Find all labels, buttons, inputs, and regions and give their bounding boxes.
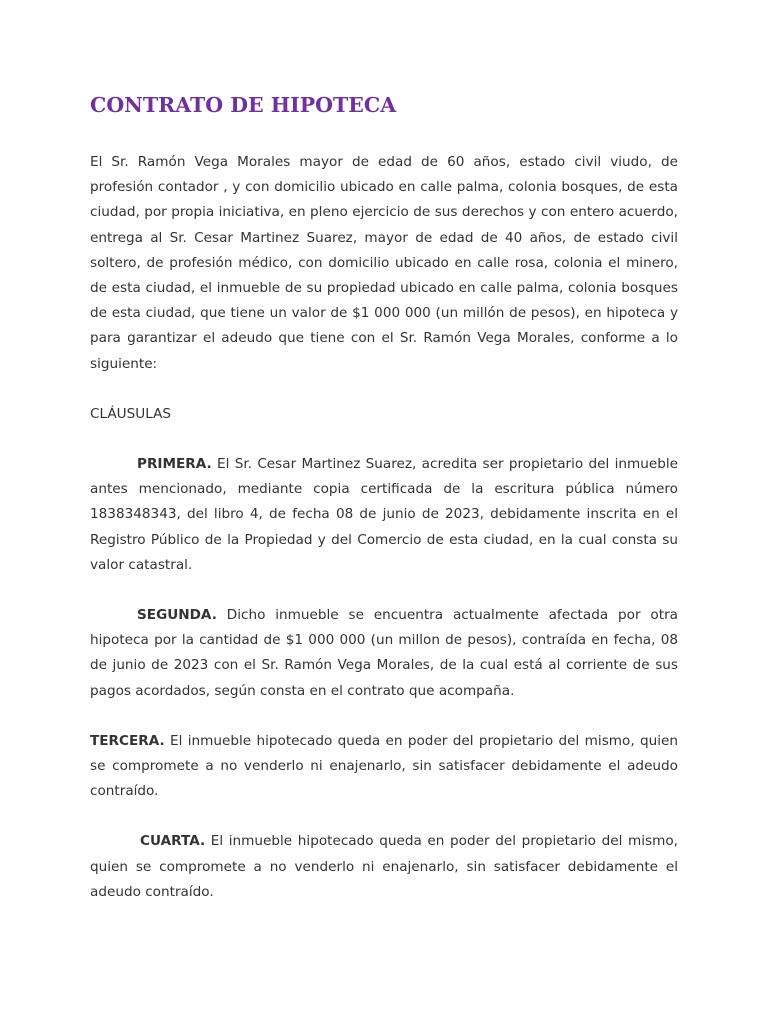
clause-primera [90, 452, 678, 578]
clause-text: Dicho inmueble se encuentra actualmente afectada por otra hipoteca por la cantidad de $1 000 000 (un millon de pesos), contraída en fecha, 08 de junio de 2023 con el Sr. Ramón Vega Morales, de la cual está al corriente de sus pagos acordados, según consta en el contrato que acompaña. [90, 607, 678, 699]
clause-tercera [90, 729, 678, 805]
document-page [90, 90, 678, 930]
clause-text: El Sr. Cesar Martinez Suarez, acredita ser propietario del inmueble antes mencionado, mediante copia certificada de la escritura pública número 1838348343, del libro 4, de fecha 08 de junio de 2023, debidamente inscrita en el Registro Público de la Propiedad y del Comercio de esta ciudad, en la cual consta su valor catastral. [90, 456, 678, 573]
intro-paragraph: El Sr. Ramón Vega Morales mayor de edad de 60 años, estado civil viudo, de profesión contador , y con domicilio ubicado en calle palma, colonia bosques, de esta ciudad, por propia iniciativa, en pleno ejercicio de sus derechos y con entero acuerdo, entrega al Sr. Cesar Martinez Suarez, mayor de edad de 40 años, de estado civil soltero, de profesión médico, con domicilio ubicado en calle rosa, colonia el minero, de esta ciudad, el inmueble de su propiedad ubicado en calle palma, colonia bosques de esta ciudad, que tiene un valor de $1 000 000 (un millón de pesos), en hipoteca y para garantizar el adeudo que tiene con el Sr. Ramón Vega Morales, conforme a lo siguiente: [90, 154, 678, 372]
clause-label: TERCERA. [90, 732, 165, 749]
clause-label: PRIMERA. [137, 456, 212, 473]
clause-text: El inmueble hipotecado queda en poder del propietario del mismo, quien se compromete a no venderlo ni enajenarlo, sin satisfacer debidamente el adeudo contraído. [90, 732, 678, 800]
clause-label: CUARTA. [140, 833, 206, 850]
clause-cuarta [90, 829, 678, 905]
clause-text: El inmueble hipotecado queda en poder del propietario del mismo, quien se compromete a no venderlo ni enajenarlo, sin satisfacer debidamente el adeudo contraído. [90, 833, 678, 900]
clause-label: SEGUNDA. [137, 607, 217, 624]
document-title: CONTRATO DE HIPOTECA [90, 93, 397, 117]
clauses-heading: CLÁUSULAS [90, 405, 172, 422]
clause-segunda [90, 603, 678, 704]
